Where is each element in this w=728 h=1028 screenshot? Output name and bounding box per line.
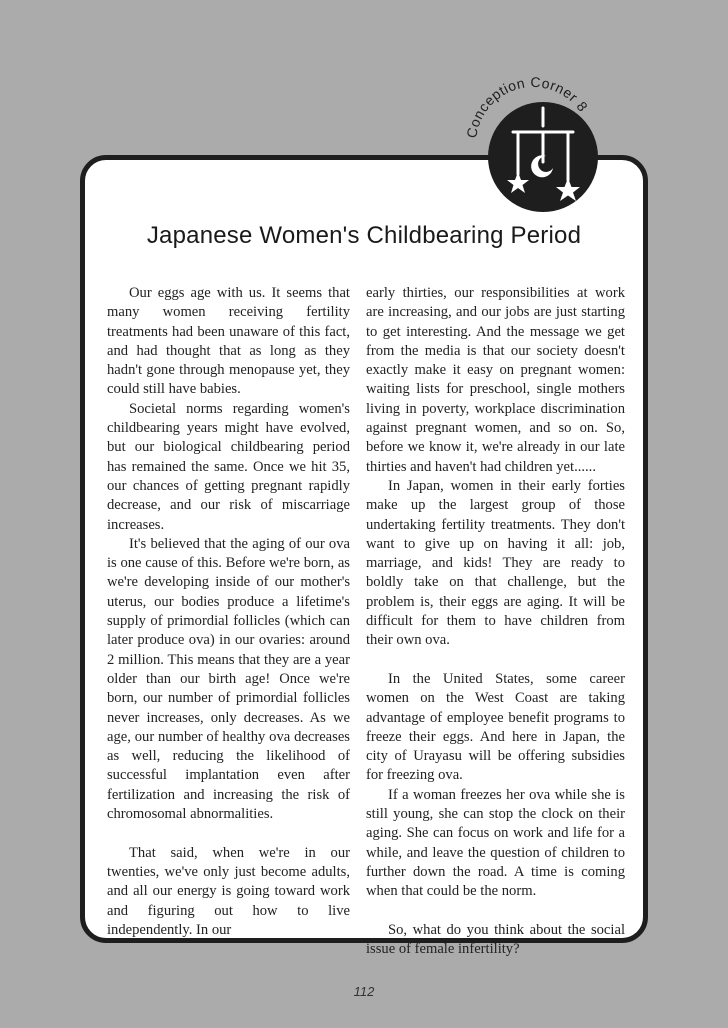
article-title: Japanese Women's Childbearing Period bbox=[146, 222, 582, 249]
page-number: 112 bbox=[353, 984, 375, 999]
paragraph: If a woman freezes her ova while she is still young, she can stop the clock on their aging. She can focus on work and life for a while, and leave the question of children to further down the road. A time is coming when that could be the norm. bbox=[366, 786, 625, 900]
paragraph: In Japan, women in their early forties make up the largest group of those undertaking fertility treatments. They don't want to give up on having it all: job, marriage, and kids! They are ready to boldly take on that challenge, but the problem is, their eggs are aging. It will be difficult for them to have children from their own ova. bbox=[366, 477, 625, 649]
badge-label: Conception Corner 8 bbox=[463, 73, 592, 140]
paragraph: Our eggs age with us. It seems that many women receiving fertility treatments had been unaware of this fact, and had thought that as long as they hadn't gone through menopause yet, they could still have babies. bbox=[107, 285, 350, 398]
paragraph: Societal norms regarding women's childbearing years might have evolved, but our biological childbearing period has remained the same. Once we hit 35, our chances of getting pregnant rapidly decrease, and our risk of miscarriage increases. bbox=[107, 400, 350, 533]
paragraph: It's believed that the aging of our ova is one cause of this. Before we're born, as we're developing inside of our mother's uterus, our bodies produce a lifetime's supply of primordial follicles (which can later produce ova) in our ovaries: around 2 million. This means that they are a year older than our birth age! Once we're born, our number of primordial follicles never increases, only decreases. As we age, our number of healthy ova decreases as well, reducing the likelihood of successful implantation even after fertilization and increasing the risk of chromosomal abnormalities. bbox=[107, 535, 350, 823]
paragraph: In the United States, some career women on the West Coast are taking advantage of employee benefit programs to freeze their eggs. And here in Japan, the city of Urayasu will be offering subsidies for freezing ova. bbox=[366, 670, 625, 784]
paragraph: So, what do you think about the social issue of female infertility? bbox=[366, 921, 625, 958]
paragraph: That said, when we're in our twenties, we've only just become adults, and all our energy is going toward work and figuring out how to live independently. In our bbox=[107, 844, 350, 938]
left-column bbox=[107, 284, 350, 940]
right-column bbox=[366, 284, 625, 959]
conception-corner-badge bbox=[456, 70, 606, 220]
paragraph: early thirties, our responsibilities at work are increasing, and our jobs are just starting to get interesting. And the message we get from the media is that our society doesn't exactly make it easy on pregnant women: waiting lists for preschool, single mothers living in poverty, workplace discrimination against pregnant women, and so on. So, before we know it, we're already in our late thirties and haven't had children yet...... bbox=[366, 285, 625, 475]
